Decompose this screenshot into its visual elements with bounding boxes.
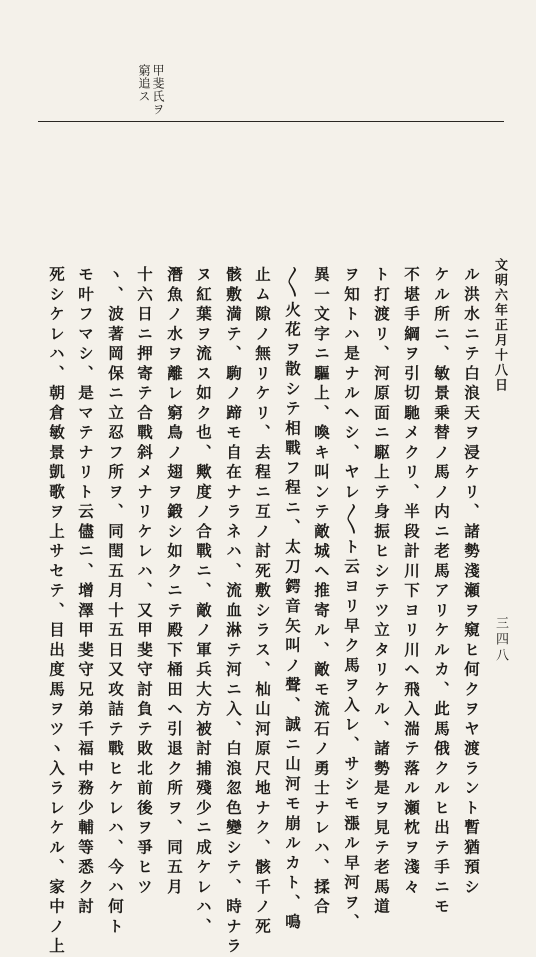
text-column: ヽ、波著岡保ニ立忍フ所ヲ、同閏五月十五日又攻詰テ戰ヒケレハ、今ハ何ト xyxy=(106,266,125,938)
text-column: 不堪手綱ヲ引切馳メクリ、半段計川下ヨリ川ヘ飛入湍テ落ル瀬枕ヲ淺々 xyxy=(402,266,421,898)
text-column: 潛魚ノ水ヲ離レ窮鳥ノ翅ヲ鍛シ如クニテ殿下桶田ヘ引退ク所ヲ、同五月 xyxy=(165,266,184,898)
text-column: 十六日ニ押寄テ合戰斜メナリケレハ、又甲斐守討負テ敗北前後ヲ爭ヒツ xyxy=(135,266,154,898)
text-column: ヲ知トハ是ナルヘシ、ヤレ〳〵ト云ヨリ早ク馬ヲ入レ、サシモ漲ル早河ヲ、 xyxy=(342,266,361,934)
text-column: 〳〵火花ヲ散シテ相戰フ程ニ、太刀鍔音矢叫ノ聲、誠ニ山河モ崩ルカト、鳴 xyxy=(283,266,302,934)
date-line: 文明六年正月十八日 xyxy=(492,258,507,393)
text-column: 骸敷満テ、駒ノ蹄モ自在ナラネハ、流血淋テ河ニ入、白浪忽色變シテ、時ナラ xyxy=(224,266,243,957)
text-column: ケル所ニ、敏景乗替ノ馬ノ内ニ老馬アリケルカ、此馬俄クルヒ出テ手ニモ xyxy=(432,266,451,918)
text-column: ル洪水ニテ白浪天ヲ浸ケリ、諸勢淺瀬ヲ窺ヒ何クヲヤ渡ラント暫猶預シ xyxy=(462,266,481,898)
text-column: 異一文字ニ驅上、喚キ叫ンテ敵城ヘ推寄ル、敵モ流石ノ勇士ナレハ、揉合 xyxy=(312,266,331,918)
margin-note-line1: 甲斐氏ヲ xyxy=(151,64,165,116)
text-column: モ叶フマシ、是マテナリト云儘ニ、增澤甲斐守兄弟千福中務少輔等悉ク討 xyxy=(76,266,95,918)
page-number: 三四八 xyxy=(493,616,508,664)
text-column: ト打渡リ、河原面ニ駆上テ身振ヒシテツ立タリケル、諸勢是ヲ見テ老馬道 xyxy=(372,266,391,918)
text-column: 死シケレハ、朝倉敏景凱歌ヲ上サセテ、目出度馬ヲツヽ入ラレケル、家中ノ上 xyxy=(47,266,66,957)
header-rule xyxy=(38,121,504,122)
text-column: 止ム隙ノ無リケリ、去程ニ互ノ討死敷シラス、杣山河原尺地ナク、骸千ノ死 xyxy=(253,266,272,938)
text-column: ヌ紅葉ヲ流ス如ク也、歟度ノ合戰ニ、敵ノ軍兵大方被討捕殘少ニ成ケレハ、 xyxy=(194,266,213,938)
margin-note-line2: 窮追ス xyxy=(137,64,151,103)
